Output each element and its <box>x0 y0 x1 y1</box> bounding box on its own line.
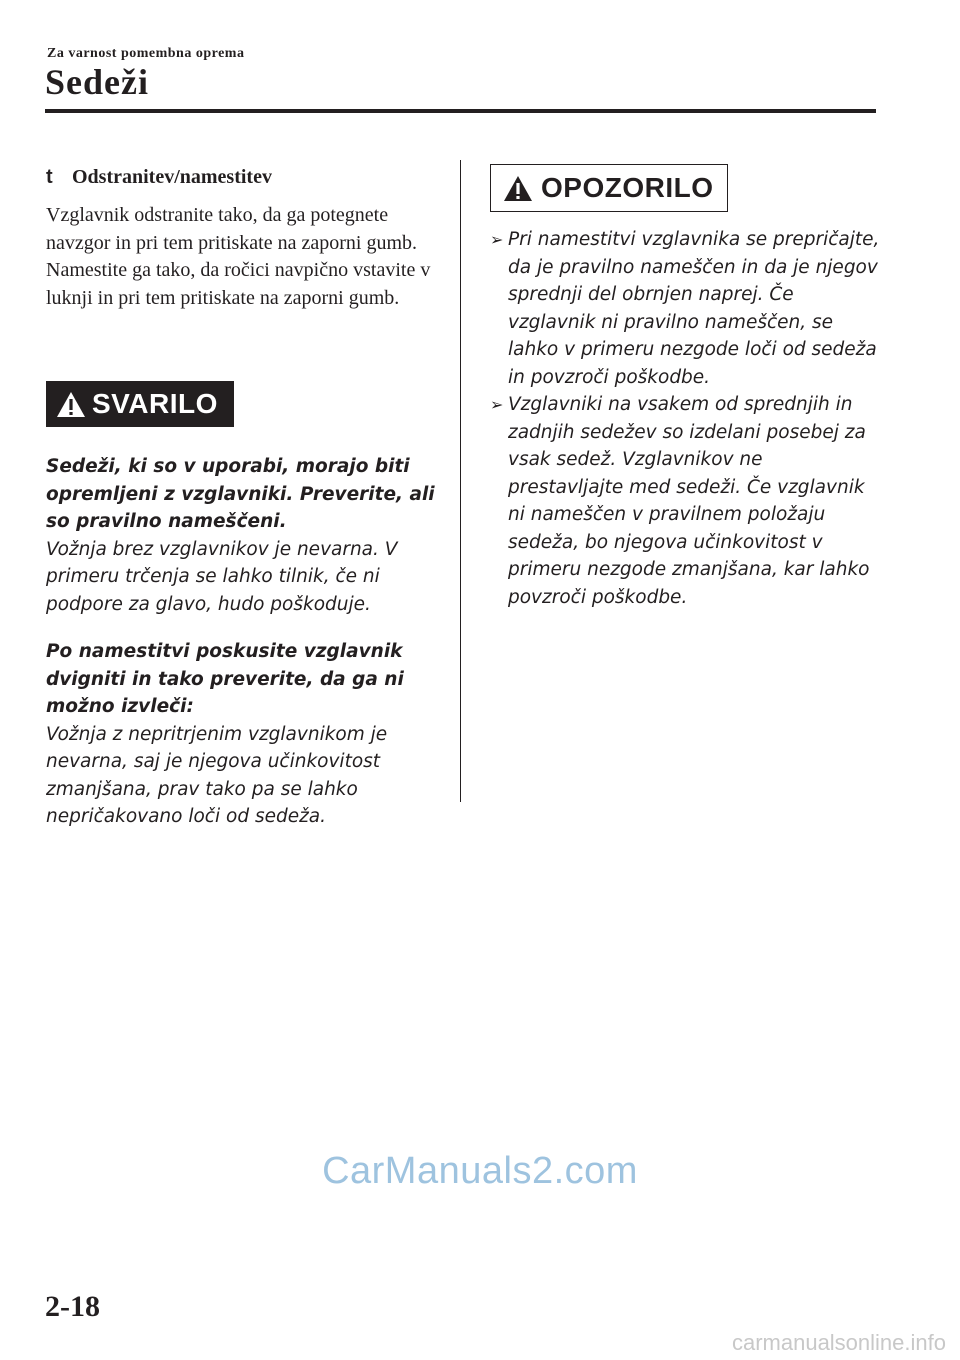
section-label: Za varnost pomembna oprema <box>47 46 245 61</box>
opozorilo-label: OPOZORILO <box>541 172 714 203</box>
warning-triangle-icon <box>56 391 86 418</box>
left-column <box>46 162 446 312</box>
warning-block-2 <box>46 638 456 831</box>
page-number: 2-18 <box>45 1290 100 1323</box>
subheading-text: Odstranitev/namestitev <box>72 166 272 188</box>
column-divider <box>460 160 461 802</box>
svarilo-badge <box>46 381 234 427</box>
subheading <box>46 162 446 192</box>
warning-1-heading: Sedeži, ki so v uporabi, morajo biti opremljeni z vzglavniki. Preverite, ali so pravilno nameščeni. <box>46 456 435 532</box>
warning-triangle-icon <box>503 175 533 202</box>
warning-2-text: Vožnja z nepritrjenim vzglavnikom je nevarna, saj je njegova učinkovitost zmanjšana, prav tako pa se lahko nepričakovano loči od sedeža. <box>46 723 388 827</box>
page-title: Sedeži <box>45 62 149 102</box>
warning-2-heading: Po namestitvi poskusite vzglavnik dvigniti in tako preverite, da ga ni možno izvleči: <box>46 641 404 717</box>
svarilo-label: SVARILO <box>92 388 218 419</box>
paragraph-removal: Vzglavnik odstranite tako, da ga potegnete navzgor in pri tem pritiskate na zaporni gumb. <box>46 204 418 254</box>
arrow-bullet-icon: ➢ <box>490 395 504 414</box>
list-item <box>490 391 882 611</box>
warning-block-1 <box>46 453 456 618</box>
list-item <box>490 226 882 391</box>
list-item-text: Vzglavniki na vsakem od sprednjih in zadnjih sedežev so izdelani posebej za vsak sedež. Vzglavnikov ne prestavljajte med sedeži. Če vzglavnik ni nameščen v pravilnem položaju sedeža, bo njegova učinkovitost v primeru nezgode zmanjšana, kar lahko povzroči poškodbe. <box>508 394 870 608</box>
right-column <box>490 226 882 611</box>
header-rule <box>45 109 876 113</box>
paragraph-installation: Namestite ga tako, da ročici navpično vstavite v luknji in pri tem pritiskate na zaporni gumb. <box>46 259 431 309</box>
footer-site-link[interactable]: carmanualsonline.info <box>731 1330 946 1355</box>
warning-1-text: Vožnja brez vzglavnikov je nevarna. V primeru trčenja se lahko tilnik, če ni podpore za glavo, hudo poškoduje. <box>46 538 398 615</box>
opozorilo-badge <box>490 164 728 212</box>
subheading-marker: t <box>46 166 53 188</box>
watermark: CarManuals2.com <box>322 1150 638 1192</box>
list-item-text: Pri namestitvi vzglavnika se prepričajte, da je pravilno nameščen in da je njegov sprednji del obrnjen naprej. Če vzglavnik ni pravilno nameščen, se lahko v primeru nezgode loči od sedeža in povzroči poškodbe. <box>508 229 880 388</box>
arrow-bullet-icon: ➢ <box>490 230 504 249</box>
